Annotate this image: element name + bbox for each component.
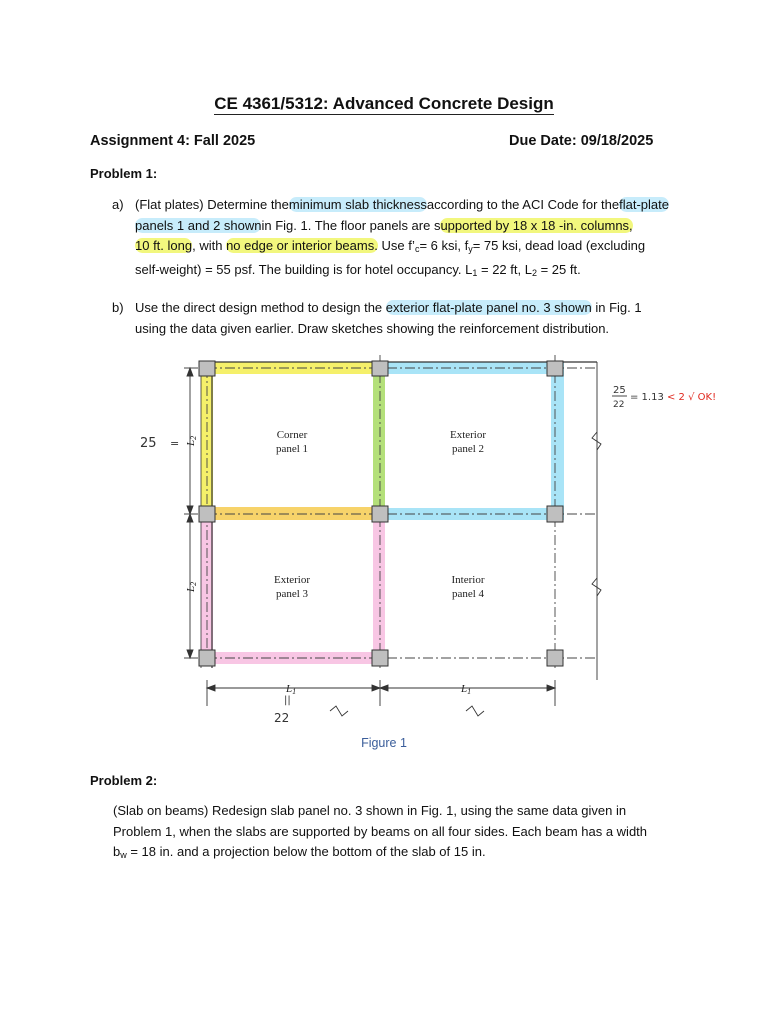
- part-b-line1: Use the direct design method to design the exterior flat-plate panel no. 3 shown in Fig. 1: [135, 300, 642, 315]
- part-a-line2: panels 1 and 2 shownin Fig. 1. The floor panels are supported by 18 x 18 -in. columns,: [135, 217, 633, 233]
- column-a1: [199, 361, 215, 376]
- figure-caption: Figure 1: [361, 736, 407, 750]
- column-b1: [372, 361, 388, 376]
- part-a-label: a): [112, 197, 124, 212]
- break-mark-bottom-right: [466, 706, 484, 716]
- column-c1: [547, 361, 563, 376]
- handwritten-equals-bottom: ||: [284, 695, 291, 706]
- handwritten-ratio-value: = 1.13: [630, 392, 664, 403]
- handwritten-ratio-denominator: 22: [613, 400, 625, 410]
- problem2-line1: (Slab on beams) Redesign slab panel no. 3 shown in Fig. 1, using the same data given in: [113, 803, 627, 818]
- dimension-l2: [184, 368, 198, 658]
- highlight-no-beams: no edge or interior beams.: [226, 238, 378, 253]
- highlight-columns: upported by 18 x 18 -in. columns,: [440, 217, 633, 233]
- panel-3-label-line2: panel 3: [275, 588, 309, 600]
- part-a-line3: 10 ft. long, with no edge or interior beams. Use $f’_c= 6$ ksi, $f_y= 75$ ksi, dead load (excluding: [135, 238, 646, 254]
- part-b-line2: using the data given earlier. Draw sketches showing the reinforcement distribution.: [135, 320, 610, 336]
- dim-label-l2-upper: L2: [185, 435, 198, 446]
- column-a3: [199, 650, 215, 666]
- part-a-line1: (Flat plates) Determine theminimum slab thicknessaccording to the ACI Code for theflat-plate: [135, 197, 670, 212]
- page-title: CE 4361/5312: Advanced Concrete Design: [214, 94, 554, 113]
- column-c2: [547, 506, 563, 522]
- panel-4-label-line2: panel 4: [451, 588, 485, 600]
- band-yellow-bottom: [201, 507, 381, 520]
- band-blue-right: [551, 362, 564, 520]
- break-mark-right-upper: [592, 432, 601, 450]
- break-mark-right-lower: [592, 578, 601, 596]
- panel-2-label-line2: panel 2: [451, 443, 485, 455]
- highlight-panels-1-2: panels 1 and 2 shown: [135, 217, 262, 233]
- dim-label-l1-right: L1: [461, 683, 472, 696]
- highlight-min-thickness: minimum slab thickness: [288, 197, 427, 212]
- highlight-flat-plate: flat-plate: [619, 197, 670, 212]
- problem2-line2: Problem 1, when the slabs are supported by beams on all four sides. Each beam has a width: [113, 823, 648, 839]
- assignment-label: Assignment 4: Fall 2025: [90, 133, 256, 149]
- dim-label-l1-left: L1: [286, 683, 297, 696]
- panel-1-label-line1: Corner: [276, 429, 308, 441]
- highlight-panel-3: exterior flat-plate panel no. 3 shown: [385, 300, 592, 315]
- handwritten-equals-left: =: [170, 437, 180, 450]
- handwritten-ok-check: < 2 √ OK!: [667, 392, 717, 403]
- problem2-heading: Problem 2:: [90, 773, 158, 788]
- dimension-l1: [207, 680, 555, 706]
- panel-3-label-line1: Exterior: [273, 574, 311, 586]
- handwritten-ratio-numerator: 25: [613, 385, 626, 396]
- highlight-10ft: 10 ft. long: [135, 238, 193, 253]
- panel-2-label-line1: Exterior: [449, 429, 487, 441]
- slab-outline: [201, 362, 597, 680]
- column-a2: [199, 506, 215, 522]
- band-green-middle: [373, 362, 385, 520]
- problem2-text: [113, 801, 713, 866]
- column-b3: [372, 650, 388, 666]
- part-b-label: b): [112, 300, 124, 315]
- problem2-line3: $b_w = 18$ in. and a projection below the bottom of the slab of 15 in.: [113, 844, 486, 860]
- handwritten-annotations: [140, 385, 716, 725]
- break-mark-bottom-left: [330, 706, 348, 716]
- due-date: Due Date: 09/18/2025: [509, 133, 654, 149]
- panel-1-label-line2: panel 1: [275, 443, 309, 455]
- band-pink-middle: [373, 520, 385, 665]
- dim-label-l2-lower: L2: [185, 581, 198, 592]
- part-a-line4: self-weight) = 55 psf. The building is for hotel occupancy. $L_1 = 22$ ft, $L_2 = 25$ ft.: [135, 261, 581, 278]
- panel-4-label-line1: Interior: [451, 574, 485, 586]
- column-c3: [547, 650, 563, 666]
- handwritten-25-left: 25: [140, 436, 157, 451]
- handwritten-22-bottom: 22: [274, 711, 290, 725]
- problem1-heading: Problem 1:: [90, 166, 158, 181]
- column-b2: [372, 506, 388, 522]
